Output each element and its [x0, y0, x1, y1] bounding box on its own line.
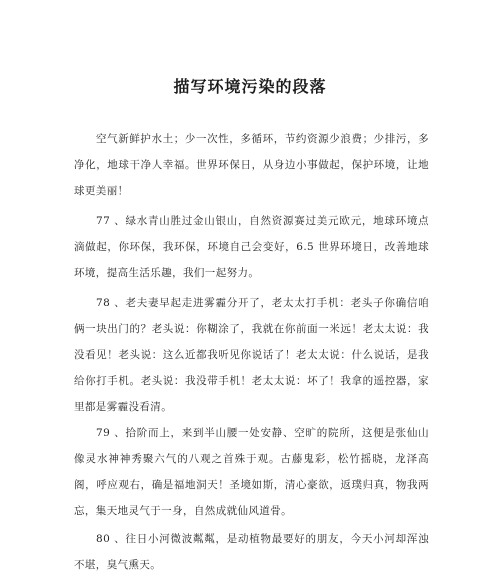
- document-title: 描写环境污染的段落: [173, 77, 327, 96]
- paragraph-4: 79 、拾阶而上，来到半山腰一处安静、空旷的院所，这便是张仙山像灵水神神秀聚六气的八观之首殊于观。古藤鬼彩，松竹摇晓，龙泽高阁，呼应观右，确是福地洞天！圣境如斯，清心豪欲，返璞归真，物我两忘，集天地灵气于一身，自然成就仙风道骨。: [74, 427, 429, 517]
- paragraph-2: 77 、绿水青山胜过金山银山，自然资源赛过美元欧元，地球环境点滴做起，你环保，我环保，环境自己会变好，6.5 世界环境日，改善地球环境，提高生活乐趣，我们一起努力。: [74, 215, 429, 279]
- paragraph-5: 80 、往日小河微波粼粼，是动植物最要好的朋友，今天小河却浑浊不堪，臭气熏天。: [74, 533, 429, 571]
- paragraph-1: 空气新鲜护水土；少一次性，多循环，节约资源少浪费；少排污，多净化，地球干净人幸福。世界环保日，从身边小事做起，保护环境，让地球更美丽！: [74, 133, 429, 197]
- paragraph-3: 78 、老夫妻早起走进雾霾分开了，老太太打手机：老头子你确信咱俩一块出门的？老头说：你糊涂了，我就在你前面一米远！老太太说：我没看见！老头说：这么近都我听见你说话了！老太太说：什么说话，是我给你打手机。老头说：我没带手机！老太太说：坏了！我拿的遥控器，家里都是雾霾没看清。: [74, 297, 429, 413]
